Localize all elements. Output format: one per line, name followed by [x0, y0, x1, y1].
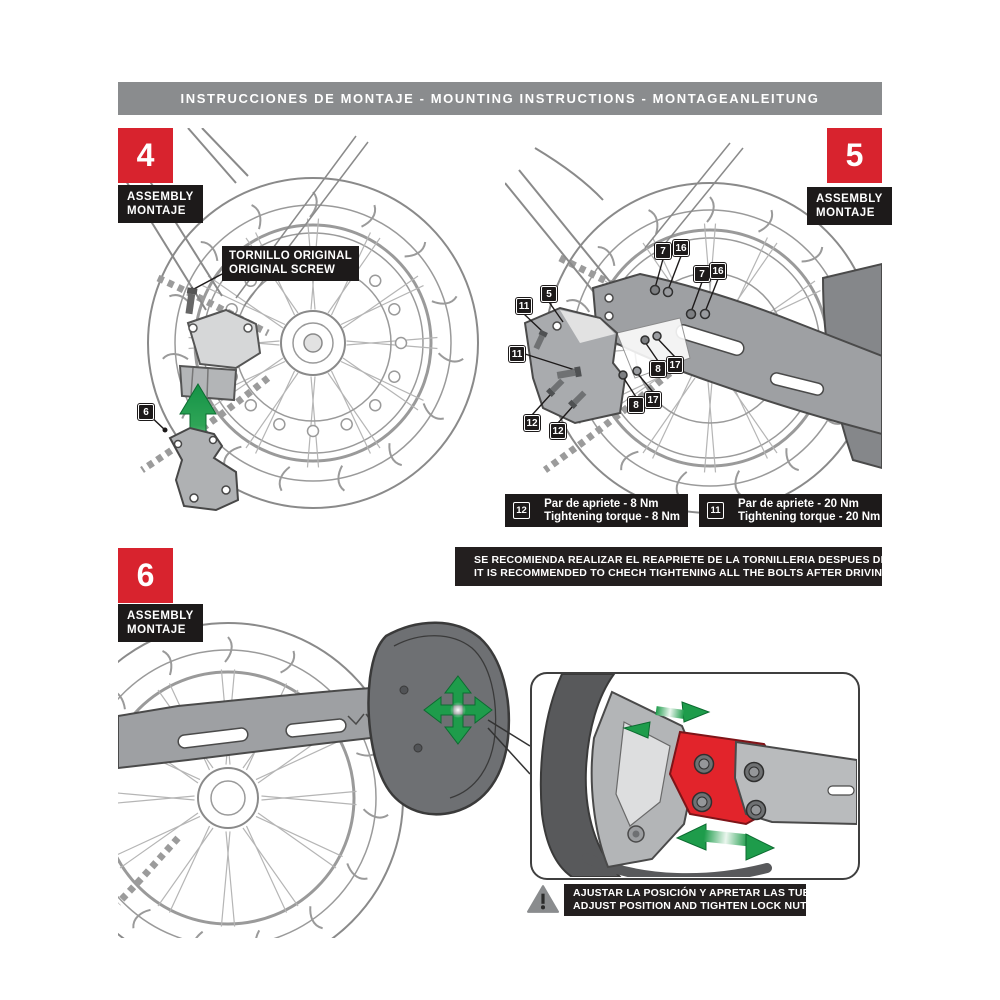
callout-line1: TORNILLO ORIGINAL — [229, 250, 353, 262]
step4-number-text: 4 — [136, 137, 155, 173]
part-badge: 17 — [667, 357, 683, 373]
part-badge: 7 — [655, 243, 671, 259]
torque-note-8nm — [505, 494, 688, 527]
step5-label-line1: ASSEMBLY — [816, 193, 883, 205]
step5-number-text: 5 — [845, 137, 864, 173]
torque-line1: Par de apriete - 20 Nm — [738, 497, 859, 510]
step6-label-line1: ASSEMBLY — [127, 610, 194, 622]
original-screw-callout — [222, 246, 359, 281]
header-bar — [118, 82, 882, 115]
part-badge: 12 — [524, 415, 540, 431]
retighten-line2: IT IS RECOMMENDED TO CHECH TIGHTENING ALL THE BOLTS AFTER DRIVING 200 Km. — [474, 566, 936, 579]
part-badge: 5 — [541, 286, 557, 302]
rear-wheel — [118, 623, 403, 938]
header-title: INSTRUCCIONES DE MONTAJE - MOUNTING INSTRUCTIONS - MONTAGEANLEITUNG — [180, 91, 820, 106]
retighten-warning — [455, 547, 991, 586]
part-badge-6 — [138, 404, 154, 420]
step5-number — [827, 128, 882, 183]
part-badge: 8 — [628, 397, 644, 413]
part-badge: 12 — [550, 423, 566, 439]
part-badge: 16 — [673, 240, 689, 256]
step6-label — [118, 604, 203, 642]
step4-label-line2: MONTAJE — [127, 205, 186, 217]
adjustment-detail-inset — [530, 672, 860, 880]
step6-label-line2: MONTAJE — [127, 624, 186, 636]
part-badge-6-text: 6 — [143, 406, 149, 418]
step6-number-text: 6 — [136, 557, 155, 593]
part-badge: 17 — [645, 392, 661, 408]
part-badge: 7 — [694, 266, 710, 282]
warning-triangle-icon — [527, 884, 559, 914]
torque-note-20nm — [699, 494, 882, 527]
adjust-warning — [564, 884, 844, 916]
part-badge: 11 — [516, 298, 532, 314]
step5-label-line2: MONTAJE — [816, 207, 875, 219]
part-badge: 12 — [513, 502, 530, 519]
part-badge: 11 — [707, 502, 724, 519]
step4-label-line1: ASSEMBLY — [127, 191, 194, 203]
step5-label — [807, 187, 892, 225]
retighten-line1: SE RECOMIENDA REALIZAR EL REAPRIETE DE LA TORNILLERIA DESPUES DE REALIZAR 200 Km. — [474, 553, 991, 566]
part-badge: 16 — [710, 263, 726, 279]
step6-diagram — [118, 598, 530, 938]
step6-number — [118, 548, 173, 603]
adjust-line1: AJUSTAR LA POSICIÓN Y APRETAR LAS TUERCAS. — [573, 887, 844, 899]
part-badge: 11 — [509, 346, 525, 362]
torque-line2: Tightening torque - 20 Nm — [738, 510, 881, 523]
part-badge: 8 — [650, 361, 666, 377]
callout-line2: ORIGINAL SCREW — [229, 263, 336, 276]
step4-number — [118, 128, 173, 183]
torque-line2: Tightening torque - 8 Nm — [544, 510, 680, 523]
inset-diagram — [532, 674, 857, 877]
adjust-line2: ADJUST POSITION AND TIGHTEN LOCK NUTS. — [573, 900, 818, 912]
torque-line1: Par de apriete - 8 Nm — [544, 497, 659, 510]
step4-label — [118, 185, 203, 223]
